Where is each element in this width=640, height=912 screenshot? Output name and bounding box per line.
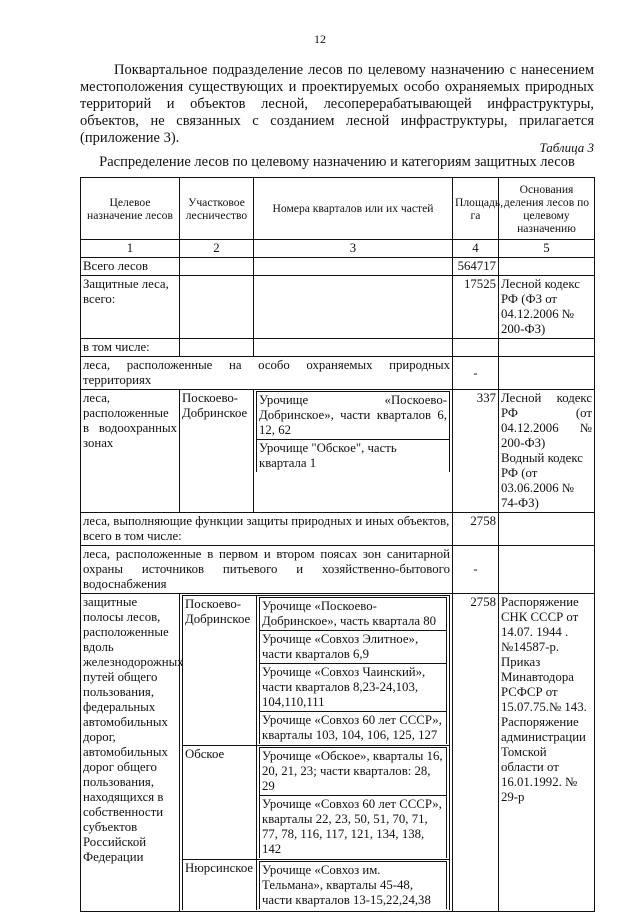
- row-label: Защитные леса, всего:: [81, 276, 180, 339]
- row-district: Нюрсинское: [183, 860, 257, 911]
- quarter-item: Урочище «Поскоево-Добринское», часть квартала 80: [260, 598, 447, 631]
- col-number: 4: [453, 240, 499, 258]
- table-row-protective: [81, 276, 595, 339]
- row-basis: Водный кодекс РФ (от 03.06.2006 № 74-ФЗ): [501, 451, 583, 510]
- row-label: леса, расположенные на особо охраняемых природных территориях: [81, 357, 453, 390]
- header-purpose: Целевое назначение лесов: [81, 178, 180, 240]
- row-area: 2758: [453, 513, 499, 546]
- row-district: Обское: [183, 746, 257, 860]
- row-area: 2758: [453, 594, 499, 912]
- row-label: Всего лесов: [81, 258, 180, 276]
- table-row-water: [81, 390, 595, 513]
- table-row-belts: [81, 594, 595, 912]
- quarter-item: Урочище «Совхоз им. Тельмана», кварталы 45-48, части кварталов 13-15,22,24,38: [260, 862, 447, 910]
- column-number-row: [81, 240, 595, 258]
- row-label: леса, расположенные в водоохранных зонах: [81, 390, 180, 513]
- row-label: защитные полосы лесов, расположенные вдоль железнодорожных путей общего пользования, федеральных автомобильных дорог, автомобильных дорог общего пользования, находящихся в собственности субъектов Российской Федерации: [81, 594, 180, 912]
- row-basis: Лесной кодекс РФ (ФЗ от 04.12.2006 № 200-ФЗ): [499, 276, 595, 339]
- table-row-oopt: [81, 357, 595, 390]
- table-row-total: [81, 258, 595, 276]
- row-area: 17525: [453, 276, 499, 339]
- quarter-item: Урочище «Обское», кварталы 16, 20, 21, 23; части кварталов: 28, 29: [260, 748, 447, 796]
- row-district: Поскоево-Добринское: [183, 596, 257, 746]
- header-district: Участковое лесничество: [180, 178, 254, 240]
- header-quarters: Номера кварталов или их частей: [254, 178, 453, 240]
- quarter-item: Урочище "Обское", часть квартала 1: [257, 440, 450, 473]
- col-number: 3: [254, 240, 453, 258]
- quarter-item: Урочище «Поскоево-Добринское», части кварталов 6, 12, 62: [257, 392, 450, 440]
- row-basis: Распоряжение СНК СССР от 14.07. 1944 .№14587-р. Приказ Минавтодора РСФСР от 15.07.75.№ 143. Распоряжение администрации Томской области от 16.01.1992. № 29-р: [499, 594, 595, 912]
- row-area: -: [453, 546, 499, 594]
- row-area: -: [453, 357, 499, 390]
- row-label: леса, выполняющие функции защиты природных и иных объектов, всего в том числе:: [81, 513, 453, 546]
- row-district: Поскоево-Добринское: [180, 390, 254, 513]
- quarter-item: Урочище «Совхоз 60 лет СССР», кварталы 103, 104, 106, 125, 127: [260, 712, 447, 745]
- col-number: 1: [81, 240, 180, 258]
- col-number: 2: [180, 240, 254, 258]
- header-area: Площадь, га: [453, 178, 499, 240]
- table-header-row: [81, 178, 595, 240]
- row-area: 337: [453, 390, 499, 513]
- page-number: 12: [314, 32, 326, 46]
- table-row-including: [81, 339, 595, 357]
- table-label: Таблица 3: [539, 140, 594, 155]
- header-basis: Основания деления лесов по целевому назначению: [499, 178, 595, 240]
- table-row-sanitary: [81, 546, 595, 594]
- intro-paragraph: Поквартальное подразделение лесов по целевому назначению с нанесением местоположения существующих и проектируемых особо охраняемых природных территорий и объектов лесной, лесоперерабатывающей инфраструктуры, объектов, не связанных с созданием лесной инфраструктуры, прилагается (приложение 3).: [80, 62, 594, 146]
- row-label: леса, расположенные в первом и втором поясах зон санитарной охраны источников питьевого и хозяйственно-бытового водоснабжения: [81, 546, 453, 594]
- row-area: 564717: [453, 258, 499, 276]
- quarter-item: Урочище «Совхоз 60 лет СССР», кварталы 22, 23, 50, 51, 70, 71, 77, 78, 116, 117, 121, 134, 138, 142: [260, 796, 447, 859]
- row-basis: Лесной кодекс РФ (от 04.12.2006 № 200-ФЗ): [501, 391, 592, 450]
- col-number: 5: [499, 240, 595, 258]
- table-title: Распределение лесов по целевому назначению и категориям защитных лесов: [99, 154, 575, 170]
- quarter-item: Урочище «Совхоз Элитное», части кварталов 6,9: [260, 631, 447, 664]
- quarter-item: Урочище «Совхоз Чаинский», части кварталов 8,23-24,103, 104,110,111: [260, 664, 447, 712]
- row-label: в том числе:: [81, 339, 180, 357]
- table-row-natural: [81, 513, 595, 546]
- forest-distribution-table: [80, 177, 595, 912]
